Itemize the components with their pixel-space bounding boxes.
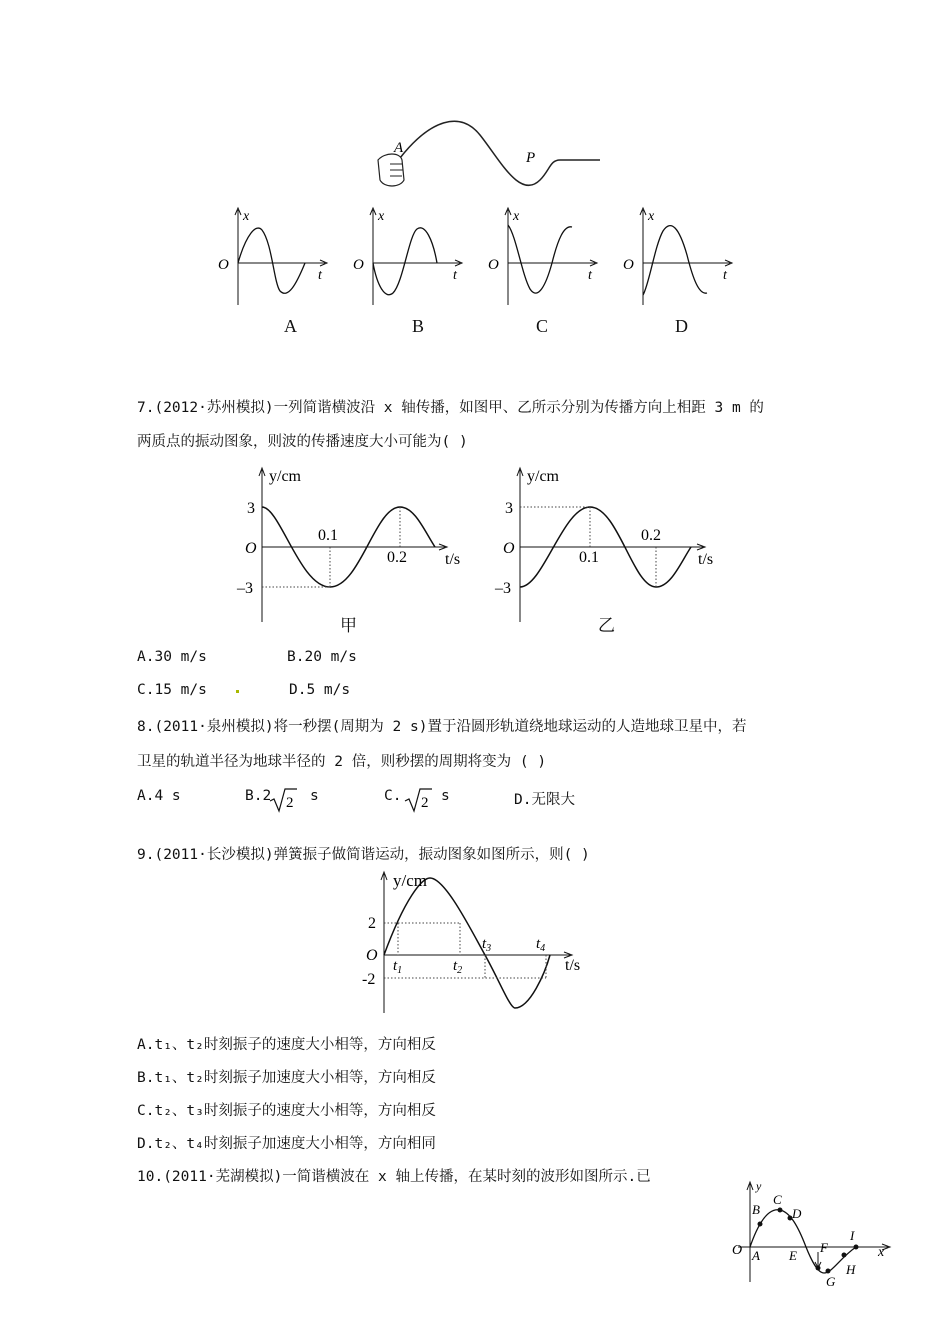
svg-text:0.1: 0.1 — [318, 527, 338, 544]
svg-text:y/cm: y/cm — [269, 468, 301, 485]
svg-text:O: O — [353, 257, 364, 273]
option-label-a: A — [284, 316, 297, 336]
graph-yi-caption: 乙 — [598, 616, 615, 636]
svg-text:0.2: 0.2 — [387, 549, 407, 566]
q8-option-a: A.4 s — [137, 788, 181, 804]
q9-graph — [360, 868, 590, 1018]
dot-mark — [236, 690, 239, 693]
graph-d-curve — [643, 226, 707, 295]
svg-text:H: H — [846, 1262, 856, 1277]
graph-jia — [235, 462, 485, 632]
svg-text:O: O — [218, 257, 229, 273]
rope-label-a: A — [394, 140, 404, 156]
rope-wave — [400, 121, 600, 185]
svg-text:O: O — [623, 257, 634, 273]
q8-option-d: D.无限大 — [514, 792, 575, 808]
svg-text:x: x — [878, 1245, 885, 1260]
svg-text:3: 3 — [247, 500, 255, 517]
svg-text:x: x — [243, 209, 250, 224]
q10-graph — [728, 1178, 898, 1288]
svg-text:2: 2 — [421, 795, 429, 811]
svg-text:G: G — [826, 1274, 836, 1288]
svg-text:y/cm: y/cm — [527, 468, 559, 485]
q8-option-c: C. — [384, 788, 402, 804]
q8-text-line1: 8.(2011·泉州模拟)将一秒摆(周期为 2 s)置于沿圆形轨道绕地球运动的人造地球卫星中，若 — [137, 719, 747, 735]
q8-option-b: B.2 — [245, 788, 272, 804]
option-label-b: B — [412, 316, 425, 336]
svg-text:B: B — [752, 1202, 760, 1217]
svg-text:t: t — [318, 268, 322, 283]
svg-text:x: x — [513, 209, 520, 224]
sqrt-symbol-c — [403, 785, 433, 815]
option-label-c: C — [536, 316, 549, 336]
svg-text:t3: $t_3$ — [482, 936, 492, 954]
q8-text-line2: 卫星的轨道半径为地球半径的 2 倍，则秒摆的周期将变为 ( ) — [137, 754, 547, 770]
graph-jia-caption: 甲 — [340, 616, 357, 636]
graph-yi — [493, 462, 743, 632]
svg-text:0.2: 0.2 — [641, 527, 661, 544]
svg-text:t1: $t_1$ — [393, 958, 403, 976]
q7-option-b: B.20 m/s — [287, 649, 357, 665]
q7-option-d: D.5 m/s — [289, 682, 351, 698]
svg-text:O: O — [245, 540, 257, 557]
svg-text:O: O — [503, 540, 515, 557]
q7-option-a: A.30 m/s — [137, 649, 207, 665]
q7-text-line1: 7.(2012·苏州模拟)一列简谐横波沿 x 轴传播，如图甲、乙所示分别为传播方向上相距 3 m 的 — [137, 400, 764, 416]
svg-text:0.1: 0.1 — [579, 549, 599, 566]
q10-text-line1: 10.(2011·芜湖模拟)一简谐横波在 x 轴上传播，在某时刻的波形如图所示.已 — [137, 1169, 651, 1185]
svg-text:x: x — [378, 209, 385, 224]
q9-curve — [384, 878, 550, 1008]
svg-text:I: I — [850, 1228, 855, 1243]
svg-text:2: 2 — [286, 795, 294, 811]
svg-text:3: 3 — [505, 500, 513, 517]
svg-text:y: y — [756, 1179, 762, 1193]
svg-text:–3: –3 — [495, 580, 511, 597]
graph-a-curve — [238, 228, 305, 293]
svg-text:t/s: t/s — [698, 551, 714, 568]
svg-text:C: C — [773, 1192, 782, 1207]
svg-text:t: t — [723, 268, 727, 283]
svg-text:t4: $t_4$ — [536, 936, 546, 954]
q7-option-c: C.15 m/s — [137, 682, 207, 698]
svg-text:O: O — [732, 1243, 743, 1258]
svg-text:A: A — [752, 1248, 760, 1263]
q9-option-b: B.t₁、t₂时刻振子加速度大小相等，方向相反 — [137, 1070, 436, 1086]
graph-b-curve — [373, 228, 437, 295]
q9-option-c: C.t₂、t₃时刻振子的速度大小相等，方向相反 — [137, 1103, 436, 1119]
svg-text:E: E — [789, 1248, 797, 1263]
svg-text:O: O — [488, 257, 499, 273]
rope-label-p: P — [526, 150, 536, 166]
svg-text:D: D — [792, 1206, 802, 1221]
svg-text:y/cm: y/cm — [393, 871, 427, 890]
svg-text:2: 2 — [368, 915, 376, 932]
q9-option-a: A.t₁、t₂时刻振子的速度大小相等，方向相反 — [137, 1037, 436, 1053]
graph-c-curve — [508, 225, 572, 293]
svg-text:t/s: t/s — [445, 551, 461, 568]
svg-text:O: O — [366, 947, 378, 964]
rope-wave-figure — [360, 120, 620, 200]
q7-text-line2: 两质点的振动图象，则波的传播速度大小可能为( ) — [137, 434, 468, 450]
svg-text:x: x — [648, 209, 655, 224]
svg-text:t/s: t/s — [565, 957, 581, 974]
sqrt-symbol-b — [268, 785, 298, 815]
option-label-d: D — [675, 316, 688, 336]
q9-text-line1: 9.(2011·长沙模拟)弹簧振子做简谐运动，振动图象如图所示，则( ) — [137, 847, 590, 863]
q9-option-d: D.t₂、t₄时刻振子加速度大小相等，方向相同 — [137, 1136, 436, 1152]
svg-text:F: F — [820, 1240, 828, 1255]
svg-text:t: t — [588, 268, 592, 283]
svg-text:–3: –3 — [237, 580, 253, 597]
svg-text:t2: $t_2$ — [453, 958, 463, 976]
svg-text:-2: -2 — [362, 971, 376, 988]
svg-text:t: t — [453, 268, 457, 283]
q10-curve — [750, 1210, 856, 1273]
